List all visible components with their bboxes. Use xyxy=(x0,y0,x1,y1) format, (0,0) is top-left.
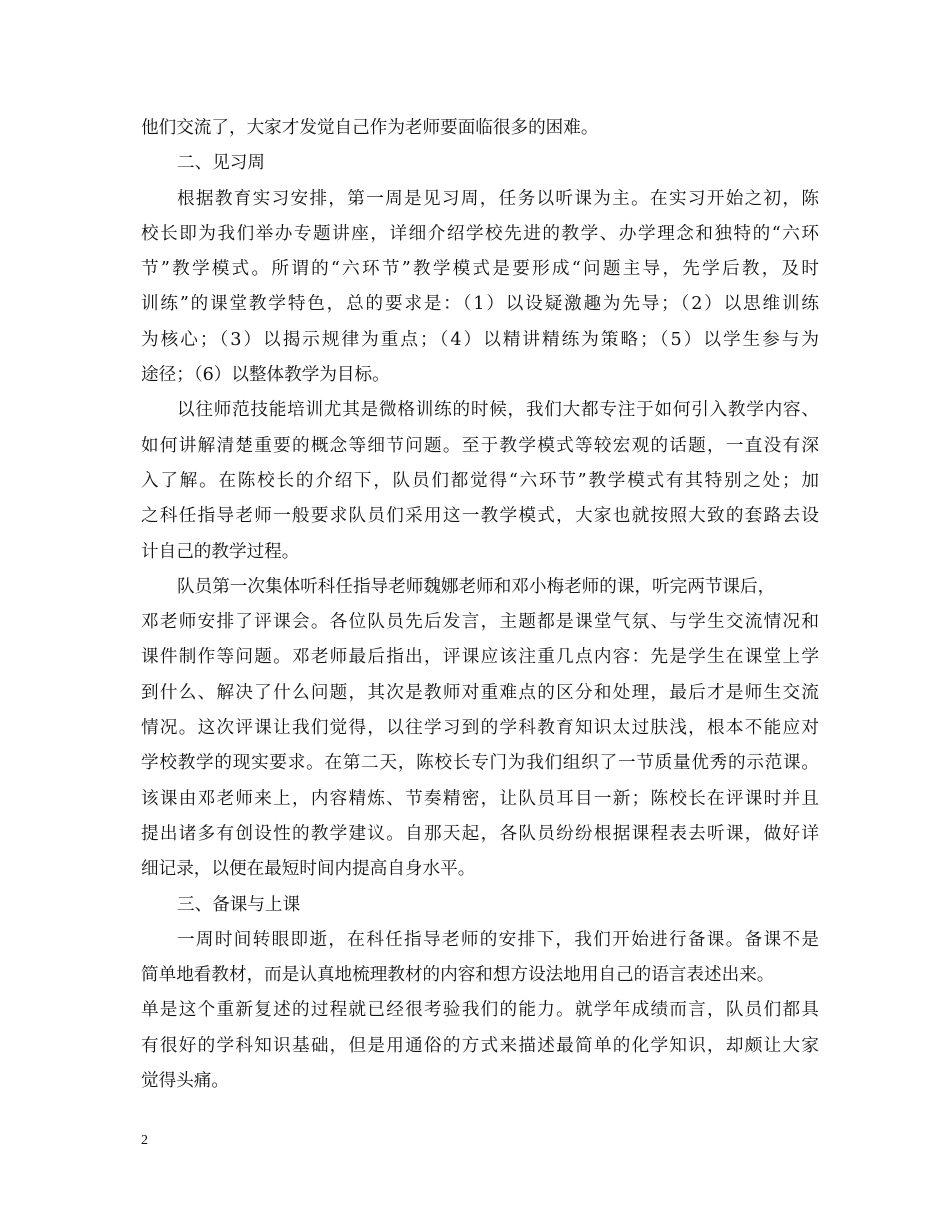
paragraph-line: 入了解。在陈校长的介绍下，队员们都觉得“六环节”教学模式有其特别之处；加 xyxy=(141,470,819,491)
paragraph-line: 计自己的教学过程。 xyxy=(141,541,300,562)
paragraph-line: 课件制作等问题。邓老师最后指出，评课应该注重几点内容：先是学生在课堂上学 xyxy=(141,647,819,668)
paragraph-line: 队员第一次集体听科任指导老师魏娜老师和邓小梅老师的课，听完两节课后， xyxy=(177,576,776,597)
paragraph-line: 学校教学的现实要求。在第二天，陈校长专门为我们组织了一节质量优秀的示范课。 xyxy=(141,753,819,774)
paragraph-line: 以往师范技能培训尤其是微格训练的时候，我们大都专注于如何引入教学内容、 xyxy=(177,400,819,421)
page-number: 2 xyxy=(141,1133,148,1148)
paragraph-line: 校长即为我们举办专题讲座，详细介绍学校先进的教学、办学理念和独特的“六环 xyxy=(141,223,819,244)
paragraph-line: 邓老师安排了评课会。各位队员先后发言，主题都是课堂气氛、与学生交流情况和 xyxy=(141,612,819,633)
paragraph-line: 为核心；（3）以揭示规律为重点；（4）以精讲精练为策略；（5）以学生参与为 xyxy=(141,329,819,350)
paragraph-line: 之科任指导老师一般要求队员们采用这一教学模式，大家也就按照大致的套路去设 xyxy=(141,506,819,527)
text-line: 他们交流了，大家才发觉自己作为老师要面临很多的困难。 xyxy=(141,118,599,138)
paragraph-line: 训练”的课堂教学特色，总的要求是：（1）以设疑激趣为先导；（2）以思维训练 xyxy=(141,294,819,315)
paragraph-line: 觉得头痛。 xyxy=(141,1071,229,1092)
paragraph-line: 细记录，以便在最短时间内提高自身水平。 xyxy=(141,859,476,880)
paragraph-line: 如何讲解清楚重要的概念等细节问题。至于教学模式等较宏观的话题，一直没有深 xyxy=(141,435,819,456)
paragraph-line: 根据教育实习安排，第一周是见习周，任务以听课为主。在实习开始之初，陈 xyxy=(177,188,819,209)
paragraph-line: 节”教学模式。所谓的“六环节”教学模式是要形成“问题主导，先学后教，及时 xyxy=(141,259,819,280)
body-text xyxy=(141,111,819,1099)
paragraph-line: 途径；（6）以整体教学为目标。 xyxy=(141,365,390,386)
section-heading: 二、见习周 xyxy=(177,153,265,174)
paragraph-line: 简单地看教材，而是认真地梳理教材的内容和想方设法地用自己的语言表述出来。 xyxy=(141,965,775,986)
section-heading: 三、备课与上课 xyxy=(177,894,301,915)
paragraph-line: 提出诸多有创设性的教学建议。自那天起，各队员纷纷根据课程表去听课，做好详 xyxy=(141,823,819,844)
paragraph-line: 一周时间转眼即逝，在科任指导老师的安排下，我们开始进行备课。备课不是 xyxy=(177,929,819,950)
paragraph-line: 情况。这次评课让我们觉得，以往学习到的学科教育知识太过肤浅，根本不能应对 xyxy=(141,718,819,739)
paragraph-line: 该课由邓老师来上，内容精炼、节奏精密，让队员耳目一新；陈校长在评课时并且 xyxy=(141,788,819,809)
paragraph-line: 有很好的学科知识基础，但是用通俗的方式来描述最简单的化学知识，却颇让大家 xyxy=(141,1035,819,1056)
paragraph-line: 单是这个重新复述的过程就已经很考验我们的能力。就学年成绩而言，队员们都具 xyxy=(141,1000,819,1021)
paragraph-line: 到什么、解决了什么问题，其次是教师对重难点的区分和处理，最后才是师生交流 xyxy=(141,682,819,703)
